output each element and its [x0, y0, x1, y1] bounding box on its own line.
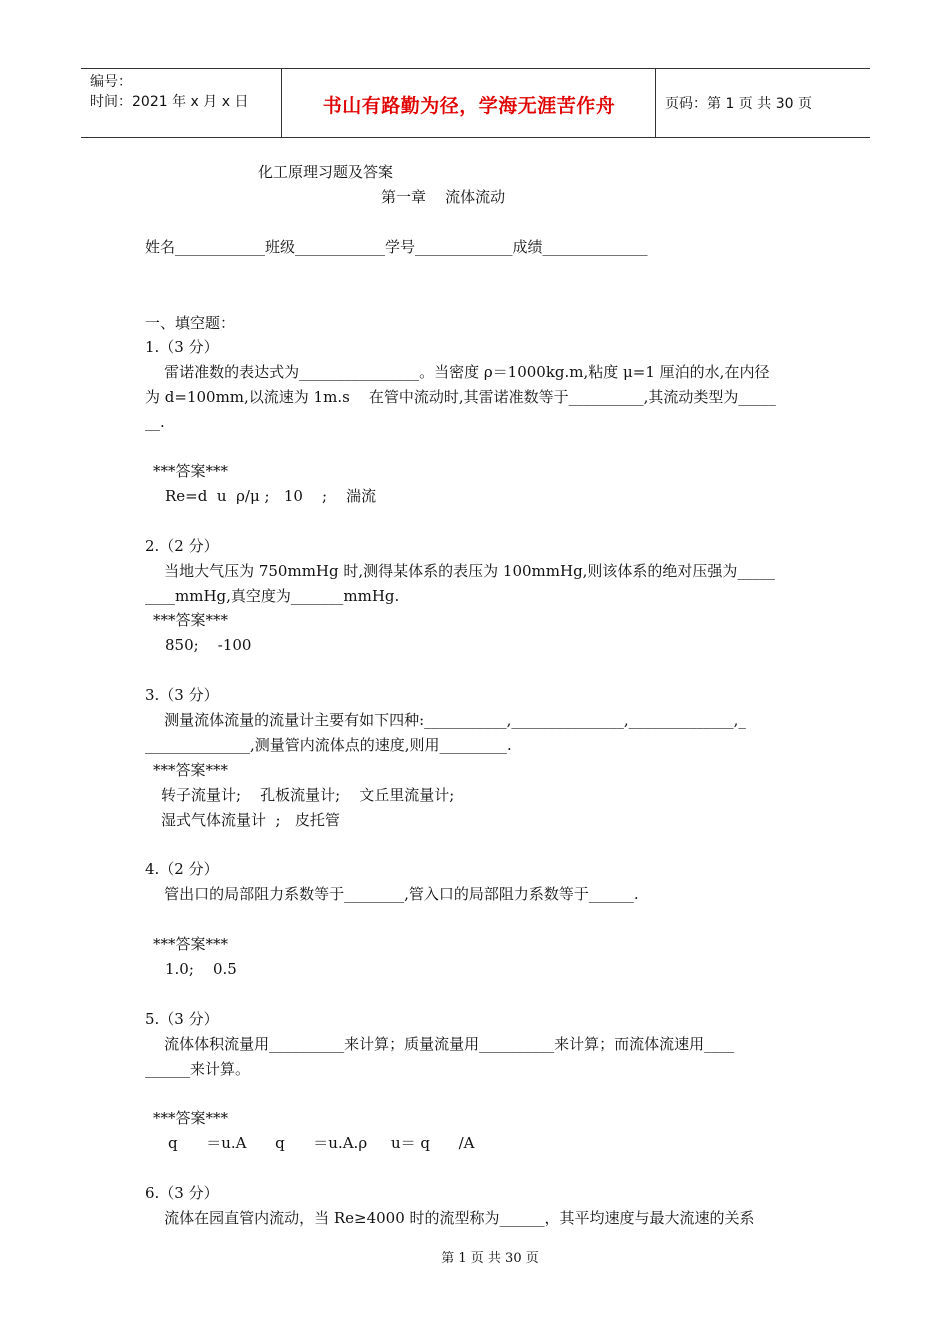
question-text: __. [145, 413, 165, 431]
question-text: 流体体积流量用__________来计算；质量流量用__________来计算；而流体流速用____ [145, 1035, 735, 1053]
question-text: ______来计算。 [145, 1060, 251, 1078]
answer-text: 湿式气体流量计 ; 皮托管 [161, 811, 340, 829]
answer-text: 850; -100 [165, 636, 252, 654]
answer-label: ***答案*** [153, 1109, 229, 1127]
answer-label: ***答案*** [153, 611, 229, 629]
question-number: 3.（3 分） [145, 686, 219, 704]
question-number: 2.（2 分） [145, 537, 219, 555]
question-number: 5.（3 分） [145, 1010, 219, 1028]
doc-time-label: 时间：2021 年 x 月 x 日 [90, 94, 249, 110]
question-text: ____mmHg,真空度为_______mmHg. [145, 587, 400, 605]
header-divider [655, 69, 656, 137]
answer-text: 1.0; 0.5 [165, 960, 237, 978]
header-page-label: 页码：第 1 页 共 30 页 [665, 96, 812, 112]
page-header [81, 68, 870, 138]
header-motto: 书山有路勤为径，学海无涯苦作舟 [322, 95, 616, 117]
question-text: 雷诺准数的表达式为________________。当密度 ρ＝1000kg.m,粘度 μ=1 厘泊的水,在内径 [145, 363, 770, 381]
doc-number-label: 编号： [90, 74, 132, 90]
answer-label: ***答案*** [153, 935, 229, 953]
question-number: 4.（2 分） [145, 860, 219, 878]
page-footer: 第 1 页 共 30 页 [441, 1251, 539, 1266]
doc-title: 化工原理习题及答案 [258, 163, 394, 181]
answer-label: ***答案*** [153, 462, 229, 480]
header-divider [281, 69, 282, 137]
question-text: 管出口的局部阻力系数等于________,管入口的局部阻力系数等于______. [145, 885, 639, 903]
header-info-cell [81, 69, 281, 137]
answer-label: ***答案*** [153, 761, 229, 779]
question-text: 流体在园直管内流动，当 Re≥4000 时的流型称为______，其平均速度与最大流速的关系 [145, 1209, 755, 1227]
answer-text: 转子流量计; 孔板流量计; 文丘里流量计; [161, 786, 455, 804]
answer-text: q ＝u.A q ＝u.A.ρ u＝ q /A [168, 1134, 475, 1152]
question-number: 1.（3 分） [145, 338, 219, 356]
question-number: 6.（3 分） [145, 1184, 219, 1202]
question-text: 为 d=100mm,以流速为 1m.s 在管中流动时,其雷诺准数等于__________,其流动类型为_____ [145, 388, 776, 406]
chapter-title: 第一章 流体流动 [381, 188, 506, 206]
answer-text: Re=d u ρ/μ ; 10 ; 湍流 [165, 487, 377, 505]
question-text: 当地大气压为 750mmHg 时,测得某体系的表压为 100mmHg,则该体系的绝对压强为_____ [145, 562, 775, 580]
section-heading: 一、填空题： [145, 314, 236, 332]
question-text: 测量流体流量的流量计主要有如下四种:___________,_______________,______________,_ [145, 711, 746, 729]
question-text: ______________,测量管内流体点的速度,则用_________. [145, 736, 512, 754]
student-info-line: 姓名____________班级____________学号_____________成绩______________ [145, 238, 648, 256]
